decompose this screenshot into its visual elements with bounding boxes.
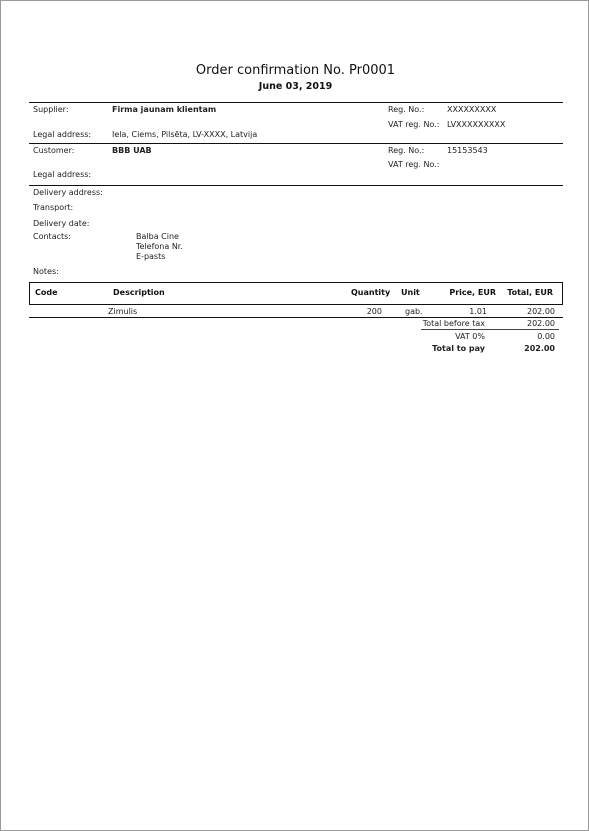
column-header-total: Total, EUR bbox=[507, 288, 553, 297]
supplier-reg-no: XXXXXXXXX bbox=[447, 105, 497, 114]
row-total: 202.00 bbox=[527, 307, 555, 316]
divider-details bbox=[29, 185, 563, 186]
column-header-quantity: Quantity bbox=[351, 288, 391, 297]
document-date: June 03, 2019 bbox=[258, 81, 333, 92]
document-title: Order confirmation No. Pr0001 bbox=[195, 63, 396, 78]
column-header-price: Price, EUR bbox=[449, 288, 496, 297]
supplier-vat-reg-no: LVXXXXXXXXX bbox=[447, 120, 506, 129]
row-price: 1.01 bbox=[469, 307, 487, 316]
supplier-name: Firma jaunam klientam bbox=[112, 105, 217, 114]
divider-top bbox=[29, 102, 563, 103]
divider-customer bbox=[29, 143, 563, 144]
supplier-label: Supplier: bbox=[33, 105, 69, 114]
supplier-vat-reg-no-label: VAT reg. No.: bbox=[388, 120, 440, 129]
transport-label: Transport: bbox=[33, 203, 74, 212]
column-header-code: Code bbox=[35, 288, 58, 297]
customer-label: Customer: bbox=[33, 146, 75, 155]
row-quantity: 200 bbox=[366, 307, 382, 316]
contacts-label: Contacts: bbox=[33, 232, 71, 241]
contact-email: E-pasts bbox=[136, 252, 166, 261]
items-table-header bbox=[29, 282, 563, 305]
total-to-pay-label: Total to pay bbox=[432, 344, 485, 353]
customer-legal-address-label: Legal address: bbox=[33, 170, 92, 179]
total-to-pay: 202.00 bbox=[524, 344, 555, 353]
supplier-legal-address: Iela, Ciems, Pilsēta, LV-XXXX, Latvija bbox=[112, 130, 258, 139]
total-before-tax: 202.00 bbox=[527, 319, 555, 328]
row-unit: gab. bbox=[405, 307, 423, 316]
row-description: Zimulis bbox=[108, 307, 138, 316]
contact-phone: Telefona Nr. bbox=[136, 242, 183, 251]
notes-label: Notes: bbox=[33, 267, 59, 276]
divider-items-bottom bbox=[29, 317, 563, 318]
delivery-date-label: Delivery date: bbox=[33, 219, 90, 228]
customer-reg-no-label: Reg. No.: bbox=[388, 146, 425, 155]
contact-name: Balba Cine bbox=[136, 232, 179, 241]
column-header-unit: Unit bbox=[401, 288, 420, 297]
supplier-legal-address-label: Legal address: bbox=[33, 130, 92, 139]
delivery-address-label: Delivery address: bbox=[33, 188, 103, 197]
total-before-tax-label: Total before tax bbox=[422, 319, 485, 328]
customer-name: BBB UAB bbox=[112, 146, 152, 155]
column-header-description: Description bbox=[113, 288, 165, 297]
customer-vat-reg-no-label: VAT reg. No.: bbox=[388, 160, 440, 169]
divider-totals bbox=[421, 329, 559, 330]
supplier-reg-no-label: Reg. No.: bbox=[388, 105, 425, 114]
customer-reg-no: 15153543 bbox=[447, 146, 488, 155]
vat-label: VAT 0% bbox=[455, 332, 485, 341]
vat-amount: 0.00 bbox=[537, 332, 555, 341]
